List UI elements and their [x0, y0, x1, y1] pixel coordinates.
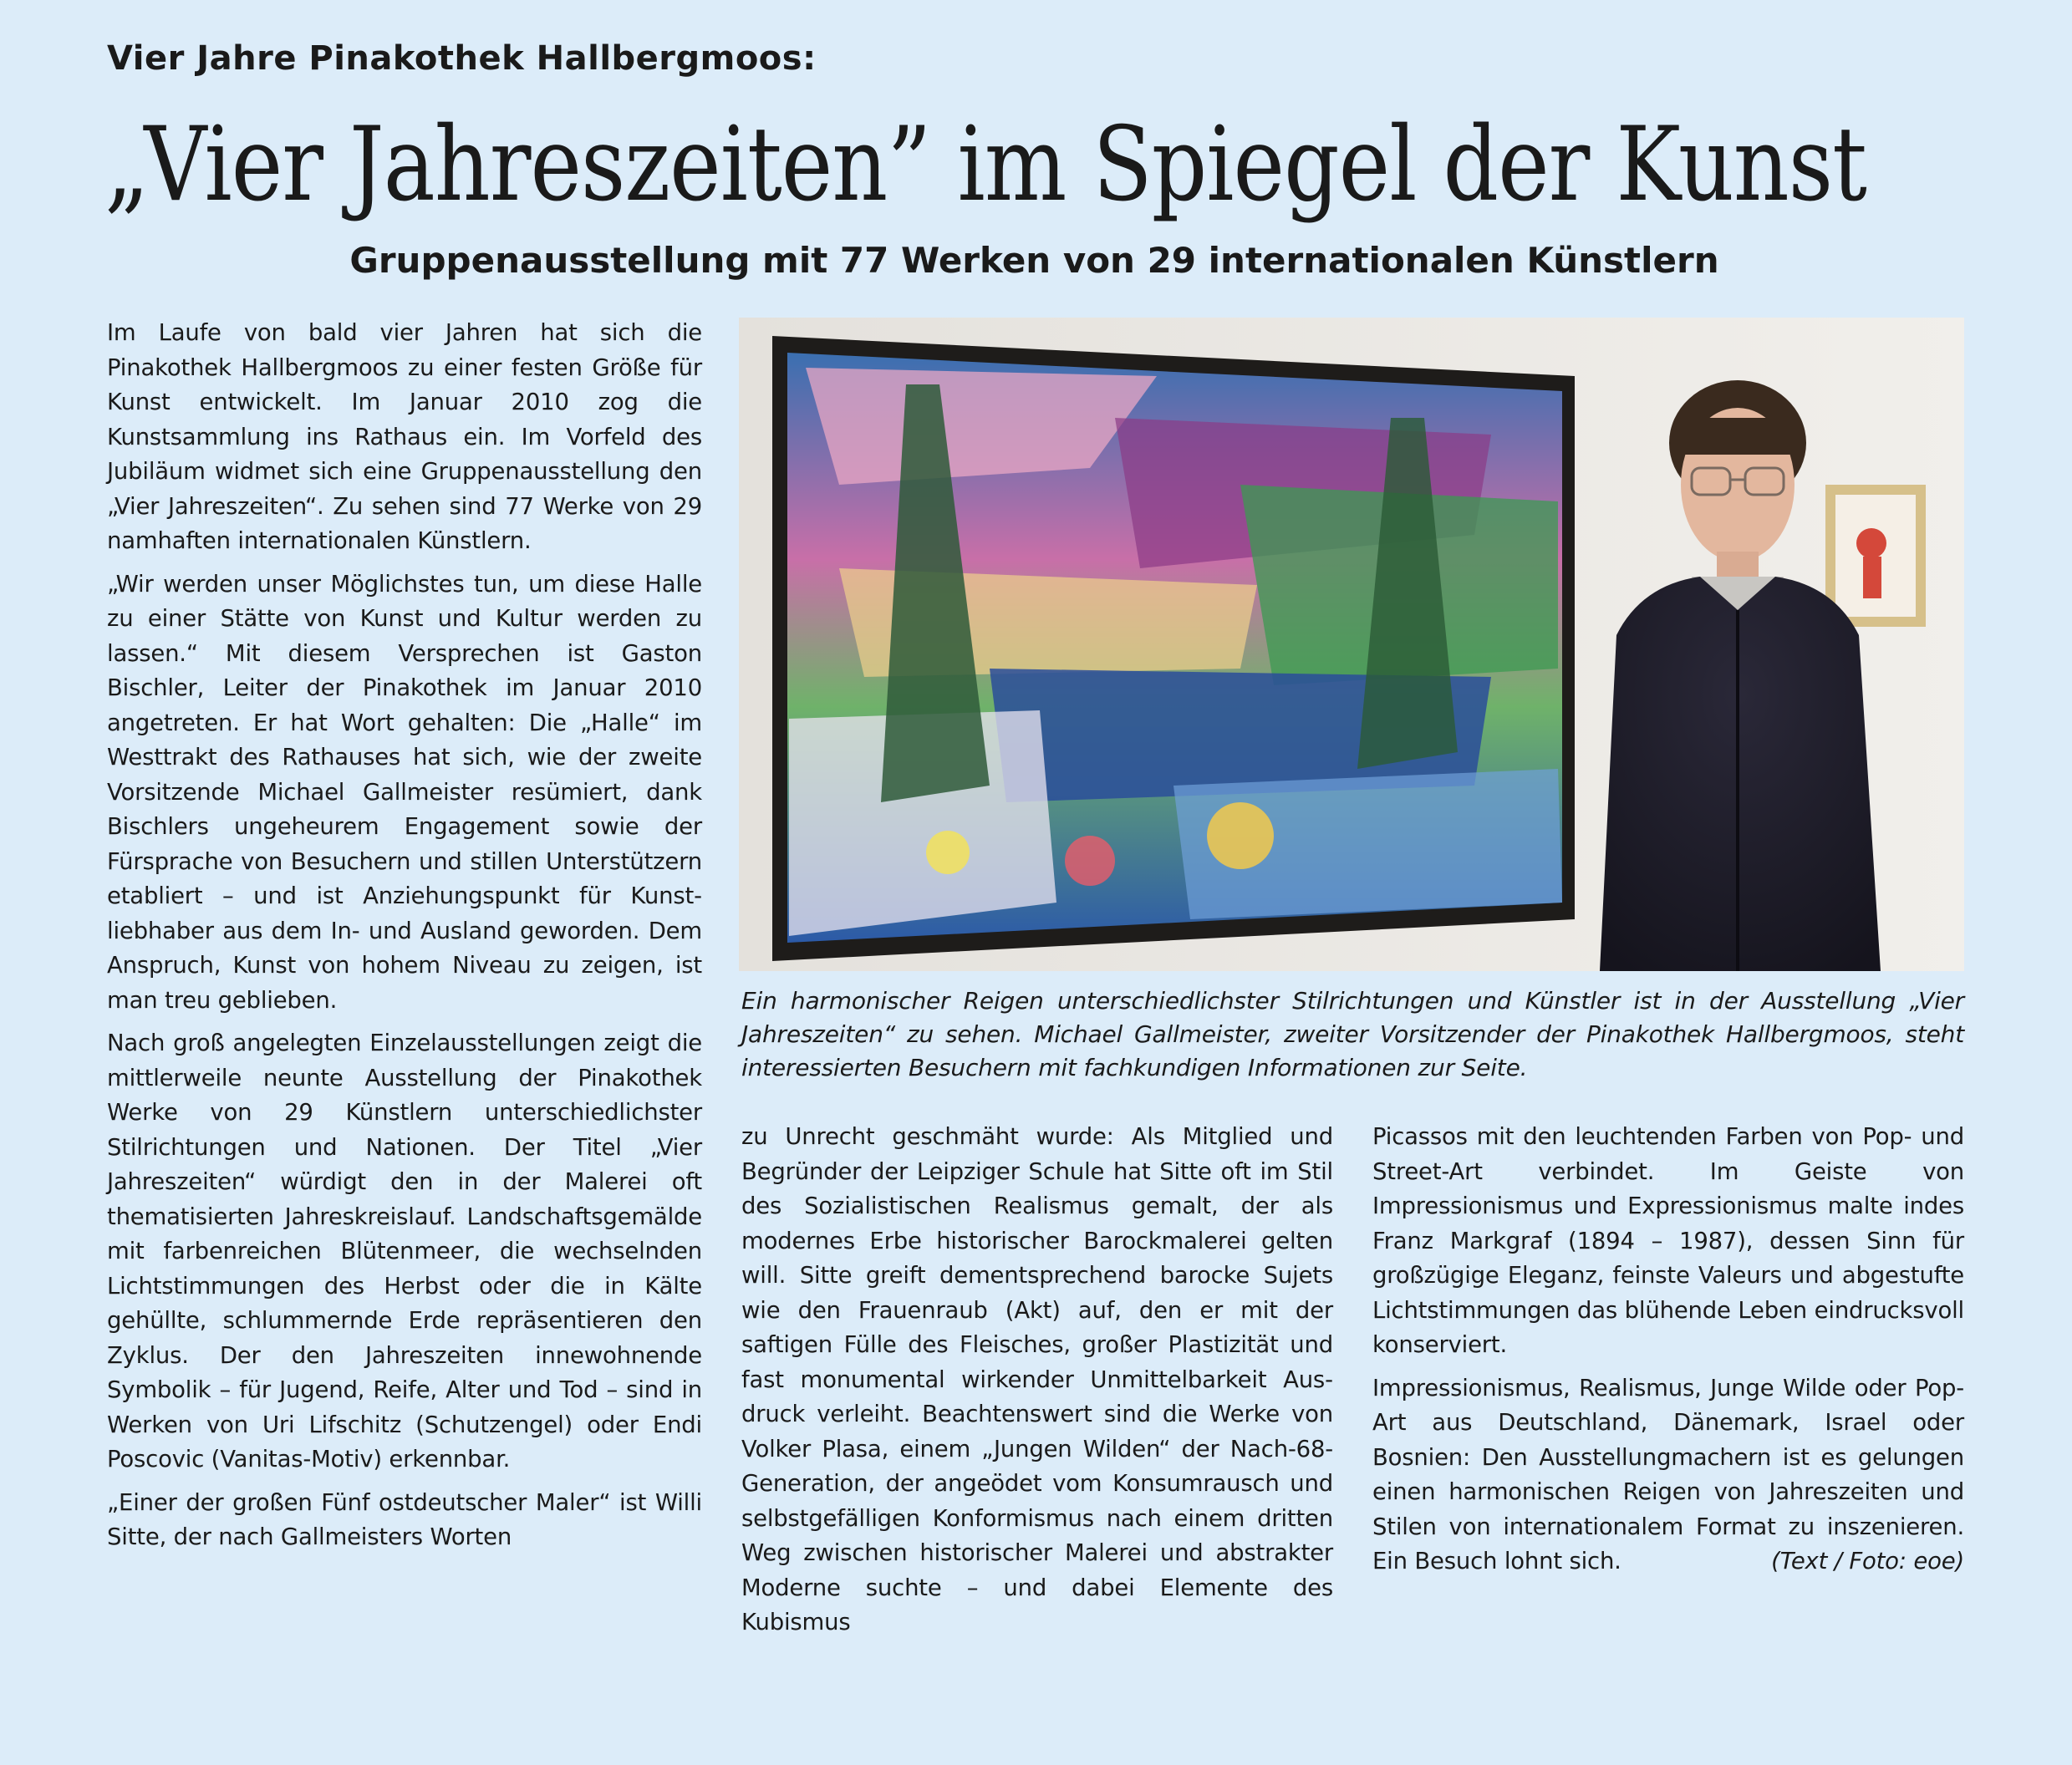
paragraph: Picassos mit den leuchtenden Farben von Pop- und Street-Art verbindet. Im Geiste von Impressionismus und Expressionismus malte indes Franz Markgraf (1894 – 1987), dessen Sinn für großzügige Eleganz, feinste Valeurs und abgestufte Lichtstimmungen das blühende Leben eindrucksvoll konserviert.	[1372, 1123, 1964, 1358]
photo-credit: (Text / Foto: eoe)	[1771, 1548, 1964, 1574]
paragraph: Nach groß angelegten Einzelausstellungen zeigt die mittlerweile neunte Ausstellung der Pinakothek Werke von 29 Künstlern unterschiedlichster Stilrichtungen und Nationen. Der Titel „Vier Jahreszeiten“ würdigt den in der Malerei oft thematisierten Jahreskreislauf. Landschaftsgemälde mit farbenreichen Blütenmeer, die wechselnden Lichtstimmungen des Herbst oder die in Kälte gehüllte, schlummernde Erde repräsentieren den Zyklus. Der den Jahreszeiten innewohnende Symbolik – für Jugend, Reife, Alter und Tod – sind in Werken von Uri Lifschitz (Schutzengel) oder Endi Poscovic (Vanitas-Motiv) erkennbar.	[107, 1030, 702, 1473]
article-column-1	[107, 316, 702, 1749]
paragraph-text: Impressionismus, Realismus, Junge Wilde oder Pop-Art aus Deutschland, Dänemark, Israel oder Bosnien: Den Ausstellungmachern ist es gelungen einen harmonischen Reigen von Jahreszeiten und Stilen von internationalem Format zu inszenieren. Ein Besuch lohnt sich.	[1372, 1374, 1964, 1574]
kicker: Vier Jahre Pinakothek Hallbergmoos:	[107, 39, 817, 78]
paragraph: „Wir werden unser Möglichstes tun, um diese Halle zu einer Stätte von Kunst und Kultur werden zu lassen.“ Mit diesem Versprechen ist Gaston Bischler, Leiter der Pinakothek im Januar 2010 angetreten. Er hat Wort gehalten: Die „Halle“ im Westtrakt des Rathauses hat sich, wie der zweite Vorsitzende Michael Gallmeister resümiert, dank Bischlers ungeheurem Engagement sowie der Fürsprache von Besuchern und stillen Unterstützern etabliert – und ist Anziehungspunkt für Kunstliebhaber aus dem In- und Ausland geworden. Dem Anspruch, Kunst von hohem Niveau zu zeigen, ist man treu geblieben.	[107, 570, 702, 1014]
paragraph: „Einer der großen Fünf ostdeutscher Maler“ ist Willi Sitte, der nach Gallmeisters Worten	[107, 1488, 702, 1550]
article-column-2	[741, 1120, 1333, 1705]
headline: „Vier Jahreszeiten” im Spiegel der Kunst	[104, 104, 1866, 225]
article-column-3	[1372, 1120, 1964, 1705]
subheadline: Gruppenausstellung mit 77 Werken von 29 internationalen Künstlern	[349, 240, 1719, 281]
paragraph: zu Unrecht geschmäht wurde: Als Mitglied und Begründer der Leipziger Schule hat Sitte oft im Stil des Sozialistischen Realismus gemalt, der als modernes Erbe historischer Barockmalerei gelten will. Sitte greift dementsprechend barocke Sujets wie den Frauenraub (Akt) auf, den er mit der saftigen Fülle des Fleisches, großer Plastizität und fast monumental wirkender Unmittelbarkeit Ausdruck verleiht. Beachtenswert sind die Werke von Volker Plasa, einem „Jungen Wilden“ der Nach-68-Generation, der angeödet vom Konsumrausch und selbstgefälligen Konformismus nach einem dritten Weg zwischen historischer Malerei und abstrakter Moderne suchte – und dabei Elemente des Kubismus	[741, 1123, 1333, 1635]
paragraph	[1372, 1371, 1964, 1579]
photo-painting-and-man	[739, 318, 1964, 971]
photo-caption: Ein harmonischer Reigen unterschiedlichster Stilrichtungen und Künstler ist in der Ausstellung „Vier Jahreszeiten“ zu sehen. Michael Gallmeister, zweiter Vorsitzender der Pinakothek Hallbergmoos, steht interessierten Besuchern mit fachkundigen Informationen zur Seite.	[741, 987, 1964, 1081]
paragraph: Im Laufe von bald vier Jahren hat sich die Pinakothek Hallbergmoos zu einer festen Größe für Kunst entwickelt. Im Januar 2010 zog die Kunstsammlung ins Rathaus ein. Im Vorfeld des Jubiläum widmet sich eine Gruppenausstellung den „Vier Jahreszeiten“. Zu sehen sind 77 Werke von 29 namhaften internationalen Künstlern.	[107, 319, 702, 554]
